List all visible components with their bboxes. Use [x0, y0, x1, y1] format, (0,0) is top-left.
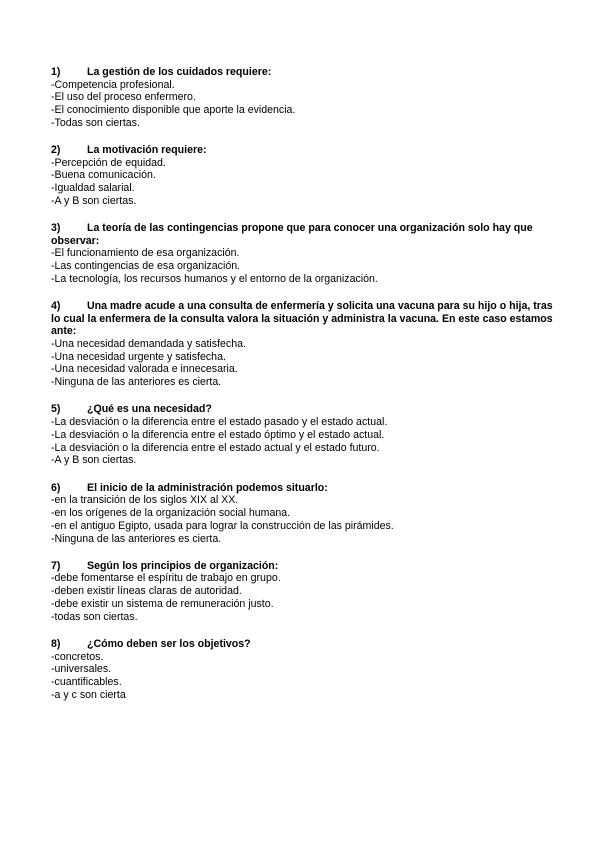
answer-option: -El conocimiento disponible que aporte la evidencia.	[51, 104, 296, 117]
answer-option: -Una necesidad demandada y satisfecha.	[51, 337, 246, 350]
question-title	[51, 66, 561, 79]
answer-option: -universales.	[51, 663, 112, 676]
answer-option: -en los orígenes de la organización social humana.	[51, 506, 291, 519]
answer-option: -Ninguna de las anteriores es cierta.	[51, 532, 222, 545]
question-title	[51, 300, 561, 338]
question-number: 5)	[51, 403, 61, 416]
answer-option: -concretos.	[51, 650, 104, 663]
question-text: ¿Cómo deben ser los objetivos?	[87, 638, 251, 651]
answer-option: -cuantificables.	[51, 676, 122, 689]
answer-option: -Buena comunicación.	[51, 169, 156, 182]
question-text: La teoría de las contingencias propone que para conocer una organización solo hay que observar:	[51, 222, 533, 247]
question-text: ¿Qué es una necesidad?	[87, 403, 212, 416]
question-title	[51, 144, 561, 157]
question-8	[51, 638, 561, 702]
question-title	[51, 222, 561, 247]
question-number: 2)	[51, 144, 61, 157]
answer-option: -La desviación o la diferencia entre el estado pasado y el estado actual.	[51, 415, 388, 428]
question-number: 8)	[51, 638, 61, 651]
question-text: El inicio de la administración podemos situarlo:	[87, 481, 328, 494]
question-1	[51, 66, 561, 130]
question-text: Según los principios de organización:	[87, 559, 279, 572]
document-page	[51, 66, 561, 716]
answer-option: -La desviación o la diferencia entre el estado óptimo y el estado actual.	[51, 428, 385, 441]
answer-option: -Una necesidad urgente y satisfecha.	[51, 350, 226, 363]
answer-option: -debe fomentarse el espíritu de trabajo en grupo.	[51, 572, 281, 585]
answer-option: -Competencia profesional.	[51, 78, 175, 91]
answer-option: -en la transición de los siglos XIX al XX.	[51, 494, 239, 507]
answer-option: -Igualdad salarial.	[51, 182, 135, 195]
question-text: La gestión de los cuidados requiere:	[87, 66, 272, 78]
question-number: 4)	[51, 300, 61, 313]
question-6	[51, 482, 561, 546]
question-3	[51, 222, 561, 285]
answer-option: -a y c son cierta	[51, 688, 126, 701]
question-number: 6)	[51, 481, 61, 494]
answer-option: -La desviación o la diferencia entre el estado actual y el estado futuro.	[51, 441, 380, 454]
question-text: La motivación requiere:	[87, 144, 207, 157]
question-number: 3)	[51, 222, 61, 235]
answer-option: -deben existir líneas claras de autoridad.	[51, 585, 242, 598]
question-5	[51, 403, 561, 467]
answer-option: -en el antiguo Egipto, usada para lograr la construcción de las pirámides.	[51, 519, 394, 532]
question-title	[51, 482, 561, 495]
answer-option: -Una necesidad valorada e innecesaria.	[51, 363, 238, 376]
question-title	[51, 403, 561, 416]
question-4	[51, 300, 561, 389]
answer-option: -El uso del proceso enfermero.	[51, 91, 196, 104]
answer-option: -El funcionamiento de esa organización.	[51, 247, 240, 260]
question-title	[51, 638, 561, 651]
answer-option: -La tecnología, los recursos humanos y el entorno de la organización.	[51, 272, 378, 285]
question-title	[51, 560, 561, 573]
answer-option: -A y B son ciertas.	[51, 195, 137, 208]
question-2	[51, 144, 561, 208]
answer-option: -A y B son ciertas.	[51, 454, 137, 467]
answer-option: -Las contingencias de esa organización.	[51, 260, 241, 273]
answer-option: -todas son ciertas.	[51, 610, 138, 623]
question-7	[51, 560, 561, 624]
answer-option: -debe existir un sistema de remuneración justo.	[51, 597, 274, 610]
question-text: Una madre acude a una consulta de enfermería y solicita una vacuna para su hijo o hija, tras lo cual la enfermera de la consulta valora la situación y administra la vacuna. En este caso estamos ante:	[51, 300, 553, 338]
answer-option: -Ninguna de las anteriores es cierta.	[51, 376, 222, 389]
question-number: 7)	[51, 559, 61, 572]
question-number: 1)	[51, 66, 61, 78]
answer-option: -Percepción de equidad.	[51, 156, 166, 169]
answer-option: -Todas son ciertas.	[51, 116, 140, 129]
